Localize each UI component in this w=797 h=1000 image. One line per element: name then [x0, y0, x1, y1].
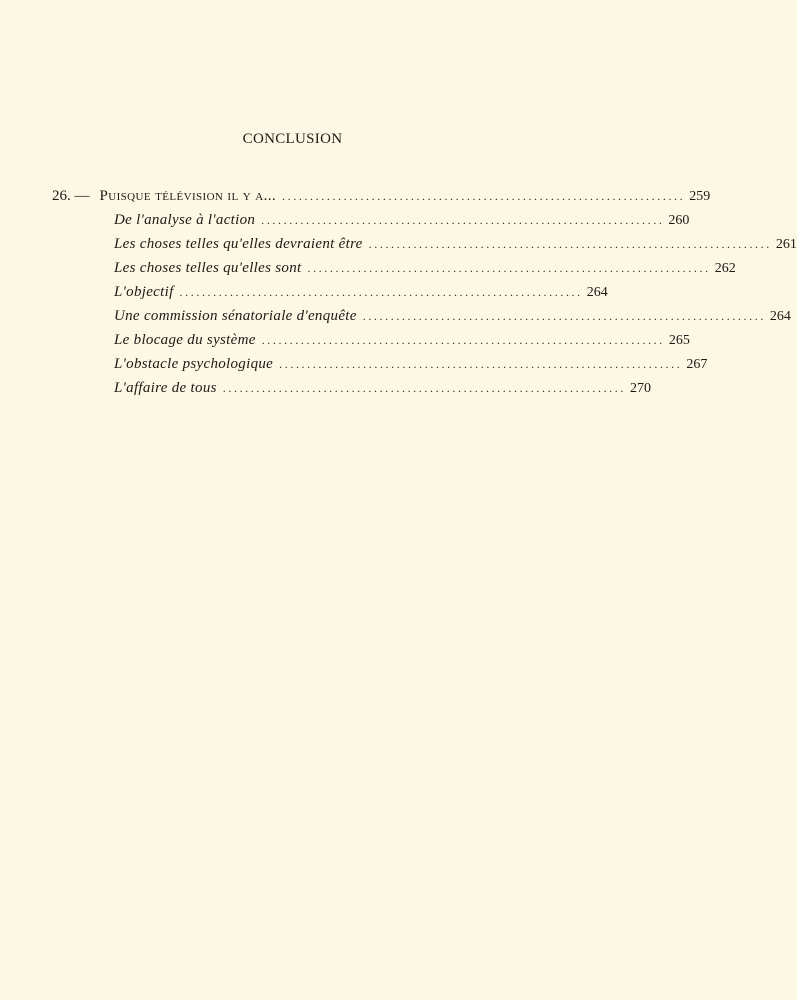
- page-number: 260: [668, 213, 690, 228]
- page-number: 261: [775, 237, 797, 252]
- toc-subsection-entry: [114, 210, 690, 230]
- dot-leader: ........................................................................: [307, 261, 711, 275]
- section-heading: CONCLUSION: [242, 131, 343, 147]
- subsection-title: Le blocage du système: [114, 332, 256, 348]
- dot-leader: ........................................................................: [261, 213, 665, 227]
- toc-subsection-entry: [114, 306, 791, 326]
- chapter-number: 26. —: [52, 188, 90, 204]
- subsection-title: Les choses telles qu'elles sont: [114, 260, 302, 276]
- dot-leader: ........................................................................: [179, 285, 583, 299]
- subsection-title: Une commission sénatoriale d'enquête: [114, 308, 357, 324]
- page-number: 270: [629, 381, 651, 396]
- toc-chapter-entry: [52, 186, 711, 206]
- subsection-title: De l'analyse à l'action: [114, 212, 256, 228]
- page-number: 264: [586, 285, 608, 300]
- toc-subsection-entry: [114, 234, 797, 254]
- toc-subsection-entry: [114, 282, 608, 302]
- dot-leader: ........................................................................: [362, 309, 766, 323]
- page-number: 264: [769, 309, 791, 324]
- page-number: 265: [668, 333, 690, 348]
- dot-leader: ........................................................................: [368, 237, 772, 251]
- page-number: 267: [686, 357, 708, 372]
- page-number: 262: [714, 261, 736, 276]
- subsection-title: L'objectif: [114, 284, 174, 300]
- subsection-title: Les choses telles qu'elles devraient être: [114, 236, 363, 252]
- subsection-title: L'obstacle psychologique: [114, 356, 274, 372]
- toc-subsection-entry: [114, 258, 736, 278]
- dot-leader: ........................................................................: [222, 381, 626, 395]
- toc-subsection-entry: [114, 354, 708, 374]
- toc-subsection-entry: [114, 330, 690, 350]
- toc-subsection-entry: [114, 378, 651, 398]
- dot-leader: ........................................................................: [279, 357, 683, 371]
- subsection-title: L'affaire de tous: [114, 380, 217, 396]
- chapter-title: Puisque télévision il y a...: [99, 188, 277, 204]
- dot-leader: ........................................................................: [282, 189, 686, 203]
- dot-leader: ........................................................................: [261, 333, 665, 347]
- page-number: 259: [689, 189, 711, 204]
